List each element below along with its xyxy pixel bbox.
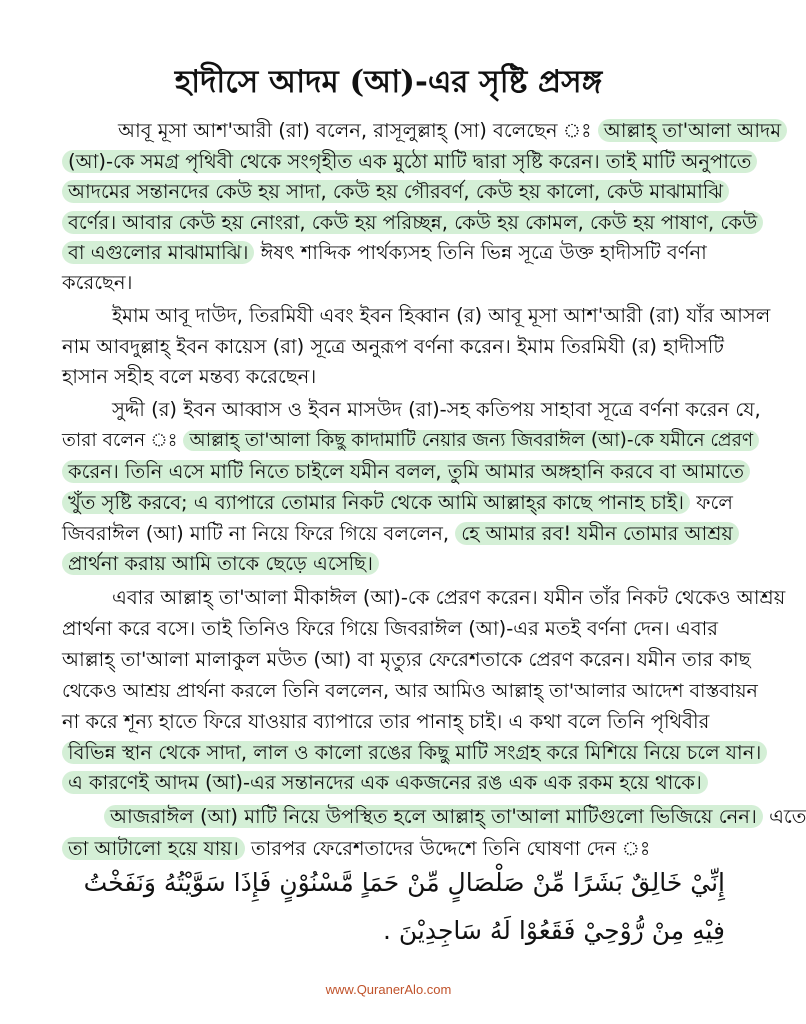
text-line: ইমাম আবূ দাউদ, তিরমিযী এবং ইবন হিব্বান (র) আবূ মূসা আশ'আরী (রা) যাঁর আসল: [112, 304, 771, 327]
text-line: হাসান সহীহ বলে মন্তব্য করেছেন।: [62, 365, 317, 388]
highlighted-text: (আ)-কে সমগ্র পৃথিবী থেকে সংগৃহীত এক মুঠো মাটি দ্বারা সৃষ্টি করেন। তাই মাটি অনুপাতে: [62, 150, 757, 173]
highlighted-text: আদমের সন্তানদের কেউ হয় সাদা, কেউ হয় গৌরবর্ণ, কেউ হয় কালো, কেউ মাঝামাঝি: [62, 180, 729, 203]
text-line: [104, 803, 806, 831]
highlighted-text: হে আমার রব! যমীন তোমার আশ্রয়: [455, 522, 739, 545]
arabic-verse-line: إِنِّيْ خَالِقٌ بَشَرًا مِّنْ صَلْصَالٍ مِّنْ حَمَاٍ مَّسْنُوْنٍ فَإِذَا سَوَّيْتُهُ وَنَفَخْتُ: [83, 868, 725, 897]
text-line: না করে শূন্য হাতে ফিরে যাওয়ার ব্যাপারে তার পানাহ্ চাই। এ কথা বলে তিনি পৃথিবীর: [62, 710, 710, 733]
highlighted-text: আল্লাহ্ তা'আলা কিছু কাদামাটি নেয়ার জন্য জিবরাঈল (আ)-কে যমীনে প্রেরণ: [183, 430, 759, 451]
highlighted-text: এ কারণেই আদম (আ)-এর সন্তানদের এক একজনের রঙ এক এক রকম হয়ে থাকে।: [62, 771, 708, 794]
text-span: ফলে: [696, 491, 733, 514]
text-line: [62, 520, 739, 548]
text-line: [118, 117, 787, 145]
text-line: আল্লাহ্ তা'আলা মালাকুল মউত (আ) বা মৃত্যুর ফেরেশতাকে প্রেরণ করেন। যমীন তার কাছ: [62, 648, 751, 671]
highlighted-text: বা এগুলোর মাঝামাঝি।: [62, 241, 254, 264]
highlighted-text: তা আটালো হয়ে যায়।: [62, 837, 245, 860]
text-span: জিবরাঈল (আ) মাটি না নিয়ে ফিরে গিয়ে বললেন,: [62, 522, 450, 545]
text-span: তারপর ফেরেশতাদের উদ্দেশে তিনি ঘোষণা দেন ঃ: [251, 837, 651, 860]
text-line: [62, 835, 650, 863]
text-line: [62, 209, 763, 237]
highlighted-text: করেন। তিনি এসে মাটি নিতে চাইলে যমীন বলল, তুমি আমার অঙ্গহানি করবে বা আমাতে: [62, 460, 750, 483]
highlighted-text: আল্লাহ্ তা'আলা আদম: [598, 119, 787, 142]
text-line: নাম আবদুল্লাহ্ ইবন কায়েস (রা) সূত্রে অনুরূপ বর্ণনা করেন। ইমাম তিরমিযী (র) হাদীসটি: [62, 335, 724, 358]
text-span: ঈষৎ শাব্দিক পার্থক্যসহ তিনি ভিন্ন সূত্রে উক্ত হাদীসটি বর্ণনা: [260, 241, 707, 264]
text-span: এতে: [769, 805, 806, 828]
text-line: [62, 550, 379, 578]
highlighted-text: প্রার্থনা করায় আমি তাকে ছেড়ে এসেছি।: [62, 552, 379, 575]
text-line: [62, 427, 759, 455]
arabic-verse-line: فِيْهِ مِنْ رُّوْحِيْ فَقَعُوْا لَهُ سَاجِدِيْنَ .: [382, 916, 725, 945]
highlighted-text: আজরাঈল (আ) মাটি নিয়ে উপস্থিত হলে আল্লাহ্ তা'আলা মাটিগুলো ভিজিয়ে নেন।: [104, 805, 763, 828]
text-span: আবূ মূসা আশ'আরী (রা) বলেন, রাসূলুল্লাহ্ (সা) বলেছেন ঃ: [118, 119, 592, 142]
text-line: সুদ্দী (র) ইবন আব্বাস ও ইবন মাসউদ (রা)-সহ কতিপয় সাহাবা সূত্রে বর্ণনা করেন যে,: [112, 398, 761, 421]
text-line: [62, 178, 729, 206]
text-line: [62, 148, 757, 176]
highlighted-text: বিভিন্ন স্থান থেকে সাদা, লাল ও কালো রঙের কিছু মাটি সংগ্রহ করে মিশিয়ে নিয়ে চলে যান।: [62, 741, 767, 764]
text-line: [62, 239, 707, 267]
website-footer: www.QuranerAlo.com: [325, 982, 452, 997]
text-line: থেকেও আশ্রয় প্রার্থনা করলে তিনি বললেন, আর আমিও আল্লাহ্ তা'আলার আদেশ বাস্তবায়ন: [62, 680, 758, 702]
text-span: তারা বলেন ঃ: [62, 430, 178, 451]
text-line: [62, 458, 750, 486]
text-line: প্রার্থনা করে বসে। তাই তিনিও ফিরে গিয়ে জিবরাঈল (আ)-এর মতই বর্ণনা দেন। এবার: [62, 617, 718, 640]
highlighted-text: খুঁত সৃষ্টি করবে; এ ব্যাপারে তোমার নিকট থেকে আমি আল্লাহ্‌র কাছে পানাহ চাই।: [62, 491, 690, 514]
highlighted-text: বর্ণের। আবার কেউ হয় নোংরা, কেউ হয় পরিচ্ছন্ন, কেউ হয় কোমল, কেউ হয় পাষাণ, কেউ: [62, 211, 763, 234]
text-line: [62, 739, 767, 767]
text-line: [62, 769, 708, 797]
text-line: এবার আল্লাহ্ তা'আলা মীকাঈল (আ)-কে প্রেরণ করেন। যমীন তাঁর নিকট থেকেও আশ্রয়: [112, 586, 786, 609]
page-title: হাদীসে আদম (আ)-এর সৃষ্টি প্রসঙ্গ: [174, 64, 603, 100]
text-line: করেছেন।: [62, 271, 133, 294]
text-line: [62, 489, 733, 517]
